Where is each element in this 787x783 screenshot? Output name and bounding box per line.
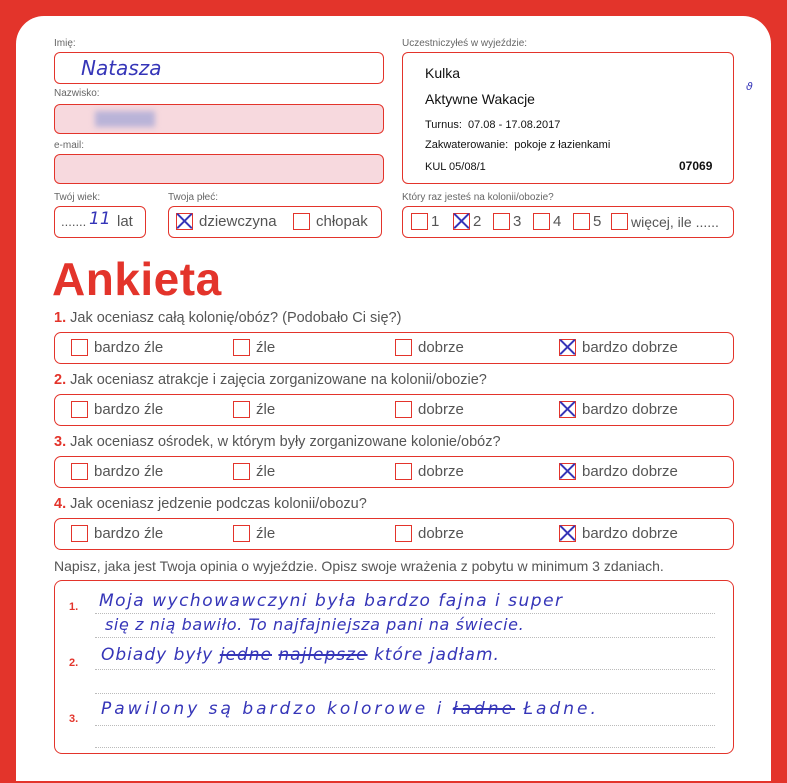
ticket-accommodation: Zakwaterowanie: pokoje z łazienkami [425, 139, 611, 151]
ticket-code: KUL 05/08/1 [425, 161, 486, 173]
female-checkbox[interactable] [176, 213, 193, 230]
question-3: 3. Jak oceniasz ośrodek, w którym były zorganizowane kolonie/obóz? [54, 434, 501, 450]
gender-option-male[interactable]: chłopak [293, 213, 368, 231]
visit-option-4[interactable]: 4 [533, 213, 561, 231]
email-field[interactable] [54, 154, 384, 184]
q1-option-1[interactable]: bardzo źle [71, 339, 163, 357]
visit-option-1[interactable]: 1 [411, 213, 439, 231]
visit-checkbox-more[interactable] [611, 213, 628, 230]
visit-option-5[interactable]: 5 [573, 213, 601, 231]
ticket-name: Kulka [425, 65, 461, 81]
survey-title: Ankieta [52, 253, 222, 305]
q3-option-3[interactable]: dobrze [395, 463, 464, 481]
q2-option-2[interactable]: źle [233, 401, 275, 419]
surname-field[interactable] [54, 104, 384, 134]
visit-checkbox-4[interactable] [533, 213, 550, 230]
visit-field [402, 206, 734, 238]
q1-option-4[interactable]: bardzo dobrze [559, 339, 678, 357]
q4-option-3[interactable]: dobrze [395, 525, 464, 543]
answer-row-4 [54, 518, 734, 550]
question-2: 2. Jak oceniasz atrakcje i zajęcia zorganizowane na kolonii/obozie? [54, 372, 487, 388]
surname-label: Nazwisko: [54, 88, 100, 99]
q2-option-1[interactable]: bardzo źle [71, 401, 163, 419]
survey-sheet [16, 16, 771, 781]
participant-label: Uczestniczyłeś w wyjeździe: [402, 38, 528, 49]
redacted-surname [95, 111, 155, 127]
name-field[interactable] [54, 52, 384, 84]
visit-checkbox-1[interactable] [411, 213, 428, 230]
q2-option-4[interactable]: bardzo dobrze [559, 401, 678, 419]
gender-option-female[interactable]: dziewczyna [176, 213, 277, 231]
q4-option-4[interactable]: bardzo dobrze [559, 525, 678, 543]
opinion-line-2: Obiady były jedne najlepsze które jadłam. [101, 645, 500, 665]
question-1: 1. Jak oceniasz całą kolonię/obóz? (Podobało Ci się?) [54, 310, 402, 326]
q3-option-4[interactable]: bardzo dobrze [559, 463, 678, 481]
q3-option-2[interactable]: źle [233, 463, 275, 481]
ticket-turnus: Turnus: 07.08 - 17.08.2017 [425, 119, 561, 131]
male-checkbox[interactable] [293, 213, 310, 230]
answer-row-3 [54, 456, 734, 488]
name-value: Natasza [81, 56, 162, 80]
opinion-num-1: 1. [69, 601, 79, 613]
opinion-line-3: Pawilony są bardzo kolorowe i ładne Ładne. [101, 699, 599, 719]
opinion-line-1b: się z nią bawiło. To najfajniejsza pani na świecie. [105, 615, 525, 634]
age-value: 11 [89, 209, 111, 229]
question-4: 4. Jak oceniasz jedzenie podczas kolonii/obozu? [54, 496, 367, 512]
age-field[interactable] [54, 206, 146, 238]
margin-mark: ϑ [746, 80, 753, 93]
name-label: Imię: [54, 38, 76, 49]
q1-option-2[interactable]: źle [233, 339, 275, 357]
visit-option-2[interactable]: 2 [453, 213, 481, 231]
q3-option-1[interactable]: bardzo źle [71, 463, 163, 481]
ticket-program: Aktywne Wakacje [425, 91, 535, 107]
visit-checkbox-2[interactable] [453, 213, 470, 230]
q1-option-3[interactable]: dobrze [395, 339, 464, 357]
visit-label: Który raz jesteś na kolonii/obozie? [402, 192, 554, 203]
trip-ticket [402, 52, 734, 184]
age-dots: ....... [61, 214, 87, 229]
opinion-prompt: Napisz, jaka jest Twoja opinia o wyjeździe. Opisz swoje wrażenia z pobytu w minimum 3 zdaniach. [54, 558, 664, 574]
opinion-num-3: 3. [69, 713, 79, 725]
email-label: e-mail: [54, 140, 85, 151]
visit-option-more[interactable]: więcej, ile ...... [611, 213, 719, 231]
answer-row-2 [54, 394, 734, 426]
q4-option-2[interactable]: źle [233, 525, 275, 543]
opinion-line-1: Moja wychowawczyni była bardzo fajna i super [99, 591, 564, 611]
age-label: Twój wiek: [54, 192, 101, 203]
gender-field [168, 206, 382, 238]
visit-checkbox-3[interactable] [493, 213, 510, 230]
answer-row-1 [54, 332, 734, 364]
gender-label: Twoja płeć: [168, 192, 219, 203]
q2-option-3[interactable]: dobrze [395, 401, 464, 419]
opinion-field[interactable] [54, 580, 734, 754]
q4-option-1[interactable]: bardzo źle [71, 525, 163, 543]
opinion-num-2: 2. [69, 657, 79, 669]
ticket-number: 07069 [679, 159, 713, 173]
age-unit: lat [117, 213, 133, 230]
visit-option-3[interactable]: 3 [493, 213, 521, 231]
visit-checkbox-5[interactable] [573, 213, 590, 230]
